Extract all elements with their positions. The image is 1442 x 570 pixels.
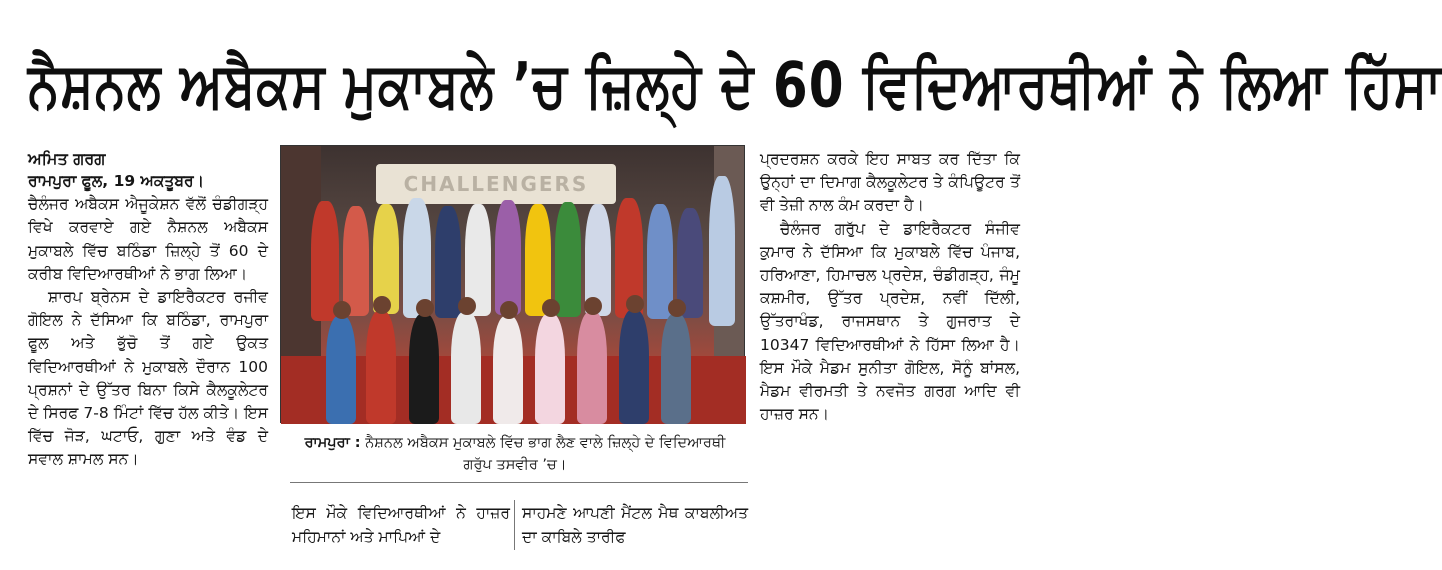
photo-student [409, 314, 439, 424]
photo-student [493, 316, 523, 424]
photo-student [343, 206, 369, 316]
group-photo [280, 145, 745, 423]
photo-head [542, 299, 560, 317]
photo-head [333, 301, 351, 319]
dateline: ਰਾਮਪੁਰਾ ਫੂਲ, 19 ਅਕਤੂਬਰ। [28, 172, 205, 190]
photo-head [373, 296, 391, 314]
photo-student [451, 312, 481, 424]
photo-student [619, 310, 649, 424]
bottom-text-1: ਇਸ ਮੌਕੇ ਵਿਦਿਆਰਥੀਆਂ ਨੇ ਹਾਜ਼ਰ ਮਹਿਮਾਨਾਂ ਅਤੇ ਮਾਪਿਆਂ ਦੇ [292, 504, 510, 546]
caption-lead: ਰਾਮਪੁਰਾ : [304, 435, 361, 451]
photo-head [626, 295, 644, 313]
photo-student [555, 202, 581, 317]
byline: ਅਮਿਤ ਗਰਗ [28, 149, 106, 168]
caption-divider [290, 482, 748, 483]
photo-student [366, 311, 396, 424]
photo-student [326, 316, 356, 424]
left-column [28, 148, 268, 472]
photo-banner: CHALLENGERS [376, 164, 616, 204]
paragraph-1: ਚੈਲੰਜਰ ਅਬੈਕਸ ਐਜੂਕੇਸ਼ਨ ਵੱਲੋਂ ਚੰਡੀਗੜ੍ਹ ਵਿਖੇ ਕਰਵਾਏ ਗਏ ਨੈਸ਼ਨਲ ਅਬੈਕਸ ਮੁਕਾਬਲੇ ਵਿੱਚ ਬਠਿੰਡਾ ਜ਼ਿਲ੍ਹੇ ਤੋਂ 60 ਦੇ ਕਰੀਬ ਵਿਦਿਆਰਥੀਆਂ ਨੇ ਭਾਗ ਲਿਆ। [28, 195, 268, 283]
bottom-text-2: ਸਾਹਮਣੇ ਆਪਣੀ ਮੈਂਟਲ ਮੈਥ ਕਾਬਲੀਅਤ ਦਾ ਕਾਬਿਲੇ ਤਾਰੀਫ [522, 504, 748, 546]
photo-student [709, 176, 735, 326]
photo-student [661, 314, 691, 424]
photo-student [495, 200, 521, 315]
photo-head [458, 297, 476, 315]
photo-head [500, 301, 518, 319]
photo-student [435, 206, 461, 318]
photo-head [584, 297, 602, 315]
photo-student [535, 314, 565, 424]
photo-student [577, 312, 607, 424]
photo-caption [300, 432, 730, 476]
paragraph-4: ਚੈਲੰਜਰ ਗਰੁੱਪ ਦੇ ਡਾਇਰੈਕਟਰ ਸੰਜੀਵ ਕੁਮਾਰ ਨੇ ਦੱਸਿਆ ਕਿ ਮੁਕਾਬਲੇ ਵਿੱਚ ਪੰਜਾਬ, ਹਰਿਆਣਾ, ਹਿਮਾਚਲ ਪ੍ਰਦੇਸ਼, ਚੰਡੀਗੜ੍ਹ, ਜੰਮੂ ਕਸ਼ਮੀਰ, ਉੱਤਰ ਪ੍ਰਦੇਸ਼, ਨਵੀਂ ਦਿੱਲੀ, ਉੱਤਰਾਖੰਡ, ਰਾਜਸਥਾਨ ਤੇ ਗੁਜਰਾਤ ਦੇ 10347 ਵਿਦਿਆਰਥੀਆਂ ਨੇ ਹਿੱਸਾ ਲਿਆ ਹੈ। ਇਸ ਮੌਕੇ ਮੈਡਮ ਸੁਨੀਤਾ ਗੋਇਲ, ਸੋਨੂੰ ਬਾਂਸਲ, ਮੈਡਮ ਵੀਰਮਤੀ ਤੇ ਨਵਜੋਤ ਗਰਗ ਆਦਿ ਵੀ ਹਾਜ਼ਰ ਸਨ। [760, 219, 1020, 424]
headline: ਨੈਸ਼ਨਲ ਅਬੈਕਸ ਮੁਕਾਬਲੇ ’ਚ ਜ਼ਿਲ੍ਹੇ ਦੇ 60 ਵਿਦਿਆਰਥੀਆਂ ਨੇ ਲਿਆ ਹਿੱਸਾ [28, 48, 1442, 122]
paragraph-2: ਸ਼ਾਰਪ ਬ੍ਰੇਨਸ ਦੇ ਡਾਇਰੈਕਟਰ ਰਜੀਵ ਗੋਇਲ ਨੇ ਦੱਸਿਆ ਕਿ ਬਠਿੰਡਾ, ਰਾਮਪੁਰਾ ਫੂਲ ਅਤੇ ਭੁੱਚੋ ਤੋਂ ਗਏ ਉਕਤ ਵਿਦਿਆਰਥੀਆਂ ਨੇ ਮੁਕਾਬਲੇ ਦੌਰਾਨ 100 ਪ੍ਰਸ਼ਨਾਂ ਦੇ ਉੱਤਰ ਬਿਨਾ ਕਿਸੇ ਕੈਲਕੂਲੇਟਰ ਦੇ ਸਿਰਫ 7-8 ਮਿੰਟਾਂ ਵਿੱਚ ਹੱਲ ਕੀਤੇ। ਇਸ ਵਿੱਚ ਜੋੜ, ਘਟਾਓ, ਗੁਣਾ ਅਤੇ ਵੰਡ ਦੇ ਸਵਾਲ ਸ਼ਾਮਲ ਸਨ। [28, 288, 268, 469]
photo-head [416, 299, 434, 317]
column-divider [514, 500, 515, 550]
photo-head [668, 299, 686, 317]
right-column [760, 148, 1020, 426]
caption-text: ਨੈਸ਼ਨਲ ਅਬੈਕਸ ਮੁਕਾਬਲੇ ਵਿੱਚ ਭਾਗ ਲੈਣ ਵਾਲੇ ਜ਼ਿਲ੍ਹੇ ਦੇ ਵਿਦਿਆਰਥੀ ਗਰੁੱਪ ਤਸਵੀਰ ’ਚ। [365, 435, 726, 473]
paragraph-3: ਪ੍ਰਦਰਸ਼ਨ ਕਰਕੇ ਇਹ ਸਾਬਤ ਕਰ ਦਿੱਤਾ ਕਿ ਉਨ੍ਹਾਂ ਦਾ ਦਿਮਾਗ ਕੈਲਕੂਲੇਟਰ ਤੇ ਕੰਪਿਊਟਰ ਤੋਂ ਵੀ ਤੇਜ਼ੀ ਨਾਲ ਕੰਮ ਕਰਦਾ ਹੈ। [760, 150, 1020, 215]
